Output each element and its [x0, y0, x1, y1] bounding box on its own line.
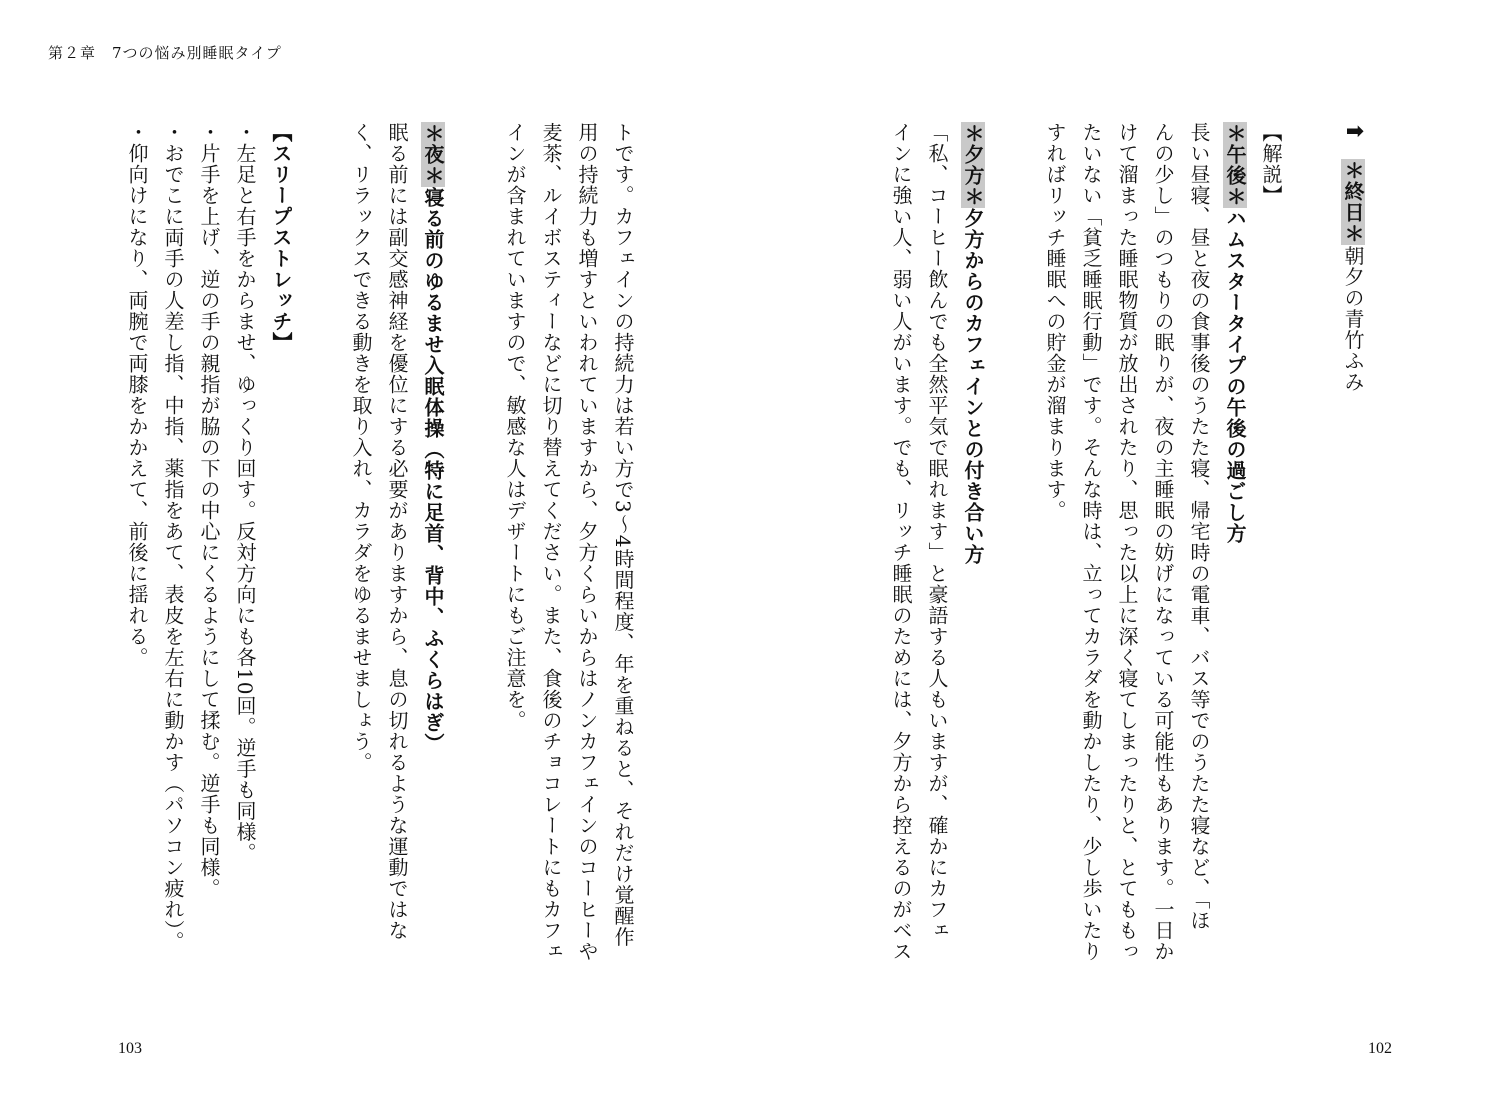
- afternoon-line: 長い昼寝、昼と夜の食事後のうたた寝、帰宅時の電車、バス等でのうたた寝など、「ほ: [1187, 122, 1211, 931]
- stretch-item: ・片手を上げ、逆の手の親指が脇の下の中心にくるようにして揉む。逆手も同様。: [197, 122, 221, 899]
- kaisetsu-heading: 【解説】: [1259, 122, 1283, 206]
- section-tag-afternoon: ＊午後＊: [1223, 123, 1247, 207]
- column-stretch-heading: [266, 122, 296, 1022]
- column-kaisetsu: [1256, 122, 1286, 1022]
- section-tag-evening: ＊夕方＊: [961, 123, 985, 207]
- arrow-up-icon: ⬆: [1341, 122, 1366, 142]
- running-head: 第２章 7つの悩み別睡眠タイプ: [48, 44, 282, 62]
- evening-line: 「私、コーヒー飲んでも全然平気で眠れます」と豪語する人もいますが、確かにカフェ: [925, 122, 949, 941]
- page-number-right: 102: [1368, 1040, 1392, 1057]
- section-tag-night: ＊夜＊: [421, 123, 445, 186]
- page-number-left: 103: [118, 1040, 142, 1057]
- column-evening-heading: [958, 122, 988, 1022]
- column-afternoon-heading: [1220, 122, 1250, 1022]
- evening-cont-line: 用の持続力も増すといわれていますから、夕方くらいからはノンカフェインのコーヒーや: [575, 122, 599, 962]
- stretch-title: 【スリープストレッチ】: [269, 122, 293, 353]
- night-title: 寝る前のゆるませ入眠体操（特に足首、背中、ふくらはぎ）: [421, 187, 445, 754]
- afternoon-line: んの少し」のつもりの眠りが、夜の主睡眠の妨げになっている可能性もあります。一日か: [1151, 122, 1175, 962]
- night-line: く、リラックスできる動きを取り入れ、カラダをゆるませましょう。: [349, 122, 373, 773]
- stretch-item: ・仰向けになり、両腕で両膝をかかえて、前後に揺れる。: [125, 122, 149, 668]
- stretch-item: ・おでこに両手の人差し指、中指、薬指をあて、表皮を左右に動かす（パソコン疲れ）。: [161, 122, 185, 952]
- evening-cont-line: インが含まれていますので、敏感な人はデザートにもご注意を。: [503, 122, 527, 731]
- evening-cont-line: トです。カフェインの持続力は若い方で3～4時間程度、年を重ねると、それだけ覚醒作: [611, 122, 635, 948]
- evening-line: インに強い人、弱い人がいます。でも、リッチ睡眠のためには、夕方から控えるのがベス: [889, 122, 913, 962]
- column-night-heading: [418, 122, 448, 1022]
- afternoon-line: けて溜まった睡眠物質が放出されたり、思った以上に深く寝てしまったりと、とてももっ: [1115, 122, 1139, 962]
- afternoon-line: すればリッチ睡眠への貯金が溜まります。: [1043, 122, 1067, 521]
- afternoon-line: たいない「貧乏睡眠行動」です。そんな時は、立ってカラダを動かしたり、少し歩いたり: [1079, 122, 1103, 962]
- column-name: [1338, 122, 1368, 1022]
- stretch-item: ・左足と右手をからませ、ゆっくり回す。反対方向にも各10回。逆手も同様。: [233, 122, 257, 864]
- afternoon-title: ハムスタータイプの午後の過ごし方: [1223, 208, 1247, 544]
- section-tag-allday: ＊終日＊: [1341, 160, 1365, 245]
- night-line: 眠る前には副交感神経を優位にする必要がありますから、息の切れるような運動ではな: [385, 122, 409, 941]
- evening-title: 夕方からのカフェインとの付き合い方: [961, 208, 985, 565]
- item-name: 朝夕の青竹ふみ: [1341, 245, 1365, 393]
- evening-cont-line: 麦茶、ルイボスティーなどに切り替えてください。また、食後のチョコレートにもカフェ: [539, 122, 563, 962]
